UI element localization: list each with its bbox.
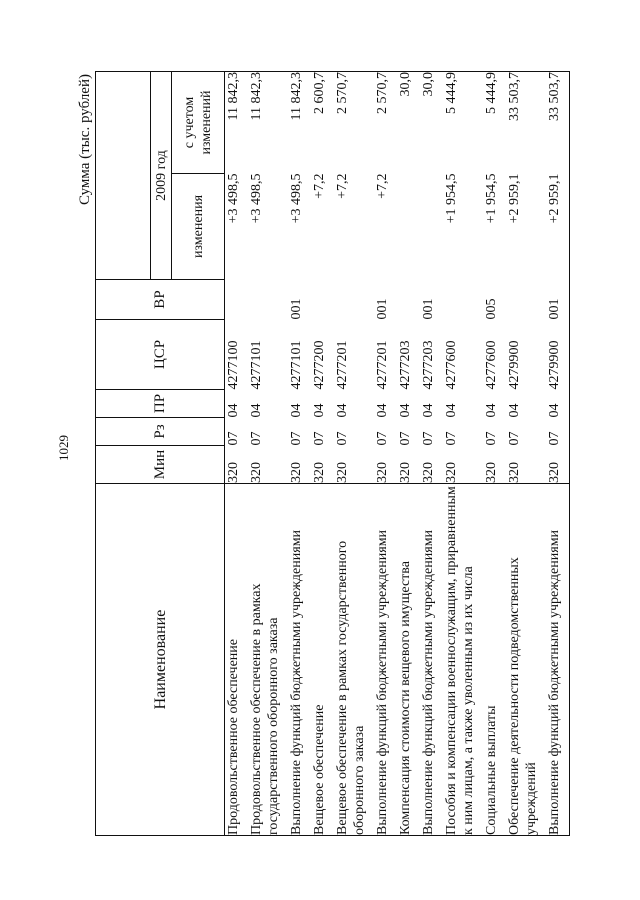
- table-row: [546, 72, 563, 836]
- row-min: 320: [375, 462, 390, 483]
- header-vr: ВР: [96, 280, 225, 320]
- row-vr: 001: [421, 298, 436, 320]
- row-pr: 04: [289, 403, 304, 418]
- spacer-cell: [563, 174, 570, 280]
- row-changes: +7,2: [375, 173, 390, 199]
- row-name: Выполнение функций бюджетными учреждениями: [288, 484, 305, 836]
- row-total: 2 570,7: [374, 72, 391, 174]
- header-year: 2009 год: [151, 72, 172, 280]
- table-row: [397, 72, 414, 836]
- row-pr: 04: [226, 403, 241, 418]
- row-total: 11 842,3: [248, 72, 282, 174]
- row-pr: 04: [398, 403, 413, 418]
- row-pr: 04: [484, 403, 499, 418]
- row-total: 30,0: [420, 72, 437, 174]
- row-min: 320: [249, 462, 264, 483]
- header-min: Мин: [96, 446, 225, 484]
- row-name: Вещевое обеспечение в рамках государственного оборонного заказа: [334, 484, 368, 836]
- row-csr: 4279900: [507, 340, 522, 390]
- row-min: 320: [335, 462, 350, 483]
- row-csr: 4277201: [335, 340, 350, 390]
- row-changes: +2 959,1: [507, 173, 522, 224]
- row-total: 33 503,7: [506, 72, 540, 174]
- row-changes: +1 954,5: [484, 173, 499, 224]
- row-name: Выполнение функций бюджетными учреждениями: [374, 484, 391, 836]
- row-changes: +3 498,5: [249, 173, 264, 224]
- row-vr: [397, 280, 414, 320]
- spacer-cell: [563, 484, 570, 836]
- row-rz: 07: [335, 431, 350, 446]
- row-pr: 04: [547, 403, 562, 418]
- row-vr: 001: [375, 298, 390, 320]
- row-pr: 04: [312, 403, 327, 418]
- row-min: 320: [444, 462, 459, 483]
- row-vr: [443, 280, 477, 320]
- row-vr: [311, 280, 328, 320]
- spacer-cell: [563, 72, 570, 174]
- row-pr: 04: [507, 403, 522, 418]
- row-vr: [334, 280, 368, 320]
- row-total: 5 444,9: [483, 72, 500, 174]
- row-total: 5 444,9: [443, 72, 477, 174]
- table-header: [96, 72, 225, 836]
- table-row: [248, 72, 282, 836]
- row-vr: [248, 280, 282, 320]
- row-name: Выполнение функций бюджетными учреждениями: [546, 484, 563, 836]
- row-spacer: [563, 72, 570, 836]
- row-rz: 07: [398, 431, 413, 446]
- row-csr: 4277101: [289, 340, 304, 390]
- row-name: Продовольственное обеспечение: [225, 484, 243, 836]
- spacer-cell: [563, 418, 570, 446]
- row-total: 2 600,7: [311, 72, 328, 174]
- row-min: 320: [226, 462, 241, 483]
- row-min: 320: [484, 462, 499, 483]
- header-with-changes: с учетом изменений: [172, 72, 225, 174]
- row-rz: 07: [547, 431, 562, 446]
- row-vr: 001: [547, 298, 562, 320]
- row-csr: 4277201: [375, 340, 390, 390]
- header-amount-spacer: [96, 72, 151, 280]
- row-total: 11 842,3: [225, 72, 243, 174]
- row-pr: 04: [421, 403, 436, 418]
- row-pr: 04: [375, 403, 390, 418]
- row-name: Обеспечение деятельности подведомственных учреждений: [506, 484, 540, 836]
- row-vr: [506, 280, 540, 320]
- row-total: 11 842,3: [288, 72, 305, 174]
- spacer-cell: [563, 320, 570, 390]
- row-rz: 07: [375, 431, 390, 446]
- table-caption: Сумма (тыс. рублей): [77, 74, 93, 206]
- row-changes: +1 954,5: [444, 173, 459, 224]
- row-min: 320: [507, 462, 522, 483]
- table-row: [334, 72, 368, 836]
- row-name: Пособия и компенсации военнослужащим, приравненным к ним лицам, а также уволенным из их числа: [443, 484, 477, 836]
- row-rz: 07: [312, 431, 327, 446]
- row-rz: 07: [444, 431, 459, 446]
- row-changes: +7,2: [335, 173, 350, 199]
- row-name: Компенсация стоимости вещевого имущества: [397, 484, 414, 836]
- row-pr: 04: [249, 403, 264, 418]
- row-min: 320: [421, 462, 436, 483]
- row-changes: +3 498,5: [289, 173, 304, 224]
- row-total: 30,0: [397, 72, 414, 174]
- row-changes: [397, 174, 414, 280]
- table-row: [483, 72, 500, 836]
- row-rz: 07: [289, 431, 304, 446]
- row-rz: 07: [507, 431, 522, 446]
- row-rz: 07: [484, 431, 499, 446]
- spacer-cell: [563, 390, 570, 418]
- row-total: 33 503,7: [546, 72, 563, 174]
- row-changes: +3 498,5: [226, 173, 241, 224]
- header-changes: изменения: [172, 174, 225, 280]
- row-vr: 005: [484, 298, 499, 320]
- table-row: [311, 72, 328, 836]
- table-body: [225, 72, 570, 836]
- table-row: [506, 72, 540, 836]
- header-rz: Рз: [96, 418, 225, 446]
- table-row: [288, 72, 305, 836]
- header-csr: ЦСР: [96, 320, 225, 390]
- row-total: 2 570,7: [334, 72, 368, 174]
- row-csr: 4277100: [226, 340, 241, 390]
- row-changes: [420, 174, 437, 280]
- row-pr: 04: [335, 403, 350, 418]
- page-number: 1029: [56, 435, 71, 461]
- table-row: [420, 72, 437, 836]
- row-min: 320: [312, 462, 327, 483]
- row-rz: 07: [421, 431, 436, 446]
- row-name: Вещевое обеспечение: [311, 484, 328, 836]
- row-rz: 07: [226, 431, 241, 446]
- budget-table: [95, 71, 570, 836]
- row-name: Продовольственное обеспечение в рамках государственного оборонного заказа: [248, 484, 282, 836]
- row-name: Социальные выплаты: [483, 484, 500, 836]
- row-pr: 04: [444, 403, 459, 418]
- row-min: 320: [547, 462, 562, 483]
- row-vr: 001: [289, 298, 304, 320]
- spacer-cell: [563, 280, 570, 320]
- row-changes: +7,2: [312, 173, 327, 199]
- row-changes: +2 959,1: [547, 173, 562, 224]
- row-min: 320: [398, 462, 413, 483]
- row-rz: 07: [249, 431, 264, 446]
- header-name: Наименование: [96, 484, 225, 836]
- row-csr: 4277203: [421, 340, 436, 390]
- row-csr: 4277600: [484, 340, 499, 390]
- row-csr: 4279900: [547, 340, 562, 390]
- table-row: [374, 72, 391, 836]
- rotated-page-content: [76, 72, 611, 836]
- row-csr: 4277101: [249, 340, 264, 390]
- header-pr: ПР: [96, 390, 225, 418]
- row-csr: 4277203: [398, 340, 413, 390]
- row-min: 320: [289, 462, 304, 483]
- table-row: [225, 72, 243, 836]
- spacer-cell: [563, 446, 570, 484]
- row-csr: 4277200: [312, 340, 327, 390]
- table-row: [443, 72, 477, 836]
- row-csr: 4277600: [444, 340, 459, 390]
- row-name: Выполнение функций бюджетными учреждениями: [420, 484, 437, 836]
- row-vr: [225, 280, 243, 320]
